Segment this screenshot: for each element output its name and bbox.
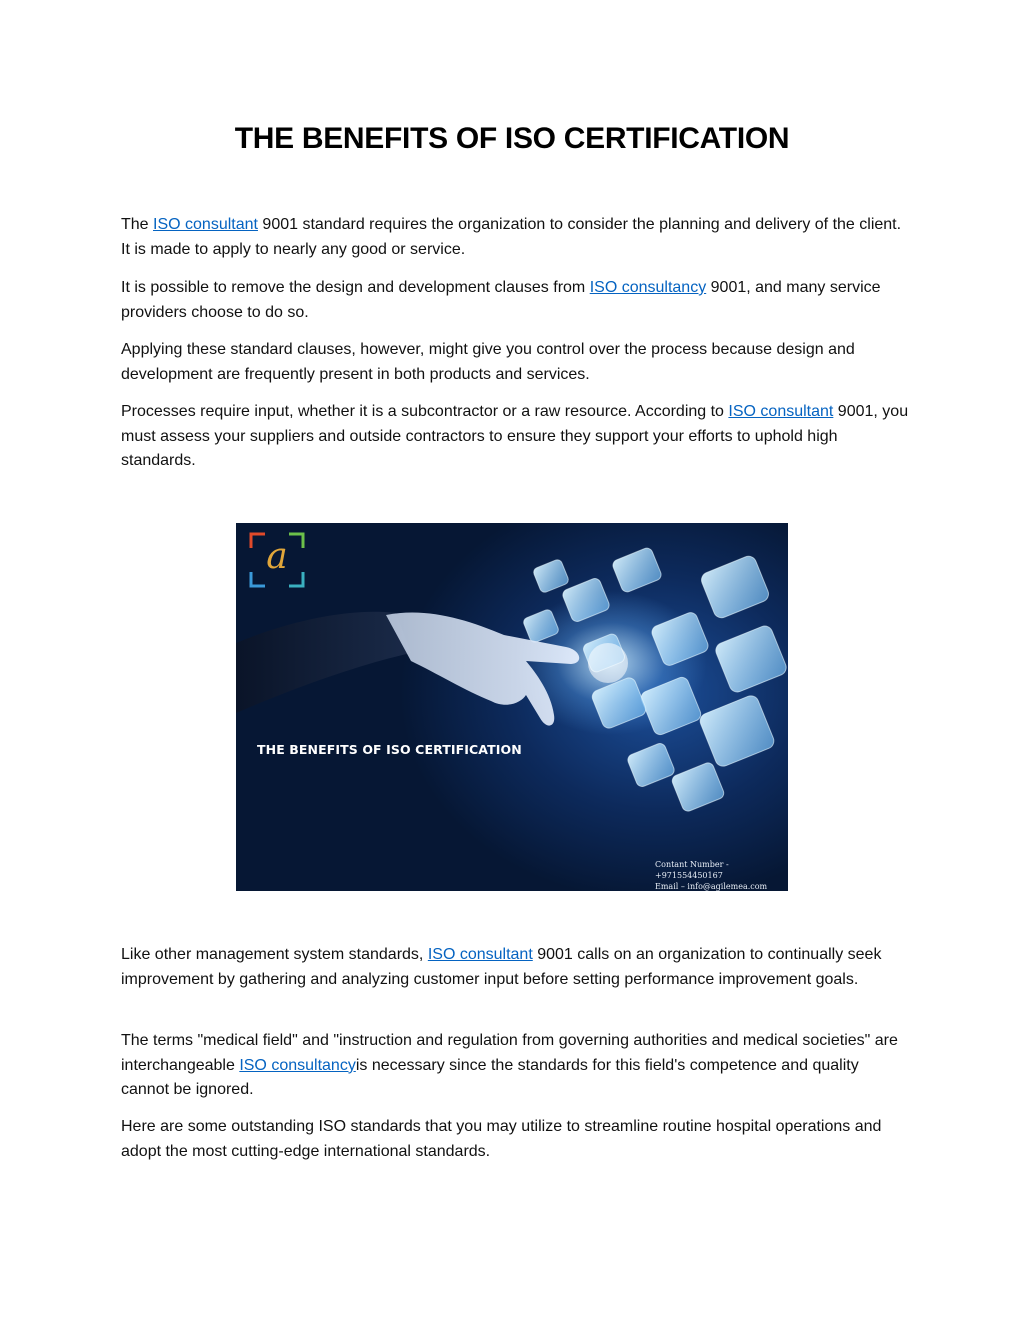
glass-tile: [698, 693, 776, 768]
banner-contact: [655, 859, 788, 891]
paragraph-text: 9001 calls on an organization to continually seek improvement by gathering and analyzing customer input before setting performance improvement goals.: [121, 946, 882, 988]
paragraph-text: is necessary since the standards for this field's competence and quality cannot be ignored.: [121, 1056, 859, 1098]
paragraph-4: [121, 400, 911, 474]
paragraph-text: It is possible to remove the design and development clauses from: [121, 279, 590, 296]
paragraph-6: [121, 1029, 911, 1103]
iso-consultant-link[interactable]: ISO consultant: [153, 216, 258, 233]
glass-tile: [626, 742, 676, 789]
paragraph-text: Like other management system standards,: [121, 946, 428, 963]
banner-caption: THE BENEFITS OF ISO CERTIFICATION: [257, 742, 522, 757]
glass-tile: [532, 558, 570, 593]
banner-artwork: [236, 523, 788, 891]
glass-tile: [561, 577, 611, 624]
banner-image: [236, 523, 788, 891]
glass-tile: [639, 675, 703, 736]
contact-email: Email – info@agilemea.com: [655, 882, 768, 891]
iso-consultant-link[interactable]: ISO consultant: [427, 946, 533, 963]
iso-consultancy-link[interactable]: ISO consultancy: [589, 279, 707, 296]
glass-tile: [522, 608, 560, 643]
paragraph-text: 9001, you must assess your suppliers and outside contractors to ensure they support your efforts to uphold high standards.: [121, 403, 909, 469]
glass-tile: [699, 554, 771, 620]
glass-tile: [611, 546, 663, 593]
paragraph-text: The: [121, 216, 154, 233]
glow-point: [588, 643, 628, 683]
paragraph-text: Processes require input, whether it is a subcontractor or a raw resource. According to: [121, 403, 729, 420]
paragraph-5: [121, 943, 911, 992]
paragraph-text: 9001, and many service providers choose to do so.: [121, 279, 881, 321]
glass-tile: [713, 624, 788, 695]
contact-number: Contant Number -+971554450167: [655, 860, 729, 880]
logo-letter: a: [266, 536, 288, 577]
iso-consultancy-link[interactable]: ISO consultancy: [239, 1056, 356, 1074]
glass-tile: [590, 676, 648, 730]
page-title: THE BENEFITS OF ISO CERTIFICATION: [234, 122, 790, 155]
paragraph-7: Here are some outstanding ISO standards that you may utilize to streamline routine hospital operations and adopt the most cutting-edge international standards.: [121, 1118, 882, 1160]
logo: [249, 532, 305, 588]
paragraph-text: The terms "medical field" and "instruction and regulation from governing authorities and medical societies" are interchangeable: [121, 1032, 898, 1074]
glass-tile: [670, 761, 725, 813]
iso-consultant-link[interactable]: ISO consultant: [728, 403, 834, 420]
sleeve-shape: [236, 612, 411, 713]
paragraph-text: 9001 standard requires the organization to consider the planning and delivery of the client. It is made to apply to nearly any good or service.: [121, 216, 902, 258]
paragraph-1: [121, 213, 911, 262]
paragraph-3: Applying these standard clauses, however, might give you control over the process because design and development are frequently present in both products and services.: [121, 341, 855, 383]
glass-tile: [650, 611, 710, 668]
paragraph-2: [121, 276, 911, 325]
